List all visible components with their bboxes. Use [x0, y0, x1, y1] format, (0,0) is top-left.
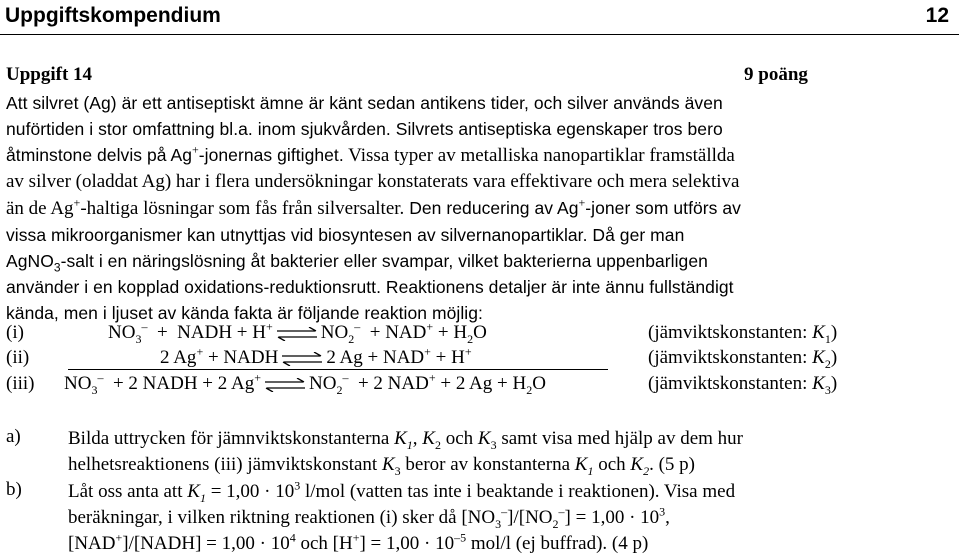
reaction-equation: $NO_3^-$ + NADH + H+ $NO_2^- + NAD^+ + H_2O$ [108, 319, 487, 346]
page-number: 12 [925, 4, 949, 27]
question-label: a) [6, 426, 21, 447]
body-line: AgNO$_3$-salt i en näringslösning åt bakterier eller svampar, vilket bakterierna uppenbarligen [6, 251, 708, 275]
body-line: åtminstone delvis på Ag+-jonernas giftighet. Vissa typer av metalliska nanopartiklar framställda [6, 142, 735, 166]
reaction-label: (ii) [6, 347, 30, 368]
equilibrium-arrow-icon [263, 378, 307, 392]
reaction-i [0, 319, 959, 348]
body-line: vissa mikroorganismer kan utnyttjas vid biosyntesen av silvernanopartiklar. Då ger man [6, 225, 685, 245]
body-line: kända, men i ljuset av kända fakta är följande reaktion möjlig: [6, 303, 483, 323]
reaction-label: (i) [6, 322, 24, 343]
question-text: Låt oss anta att $K_1 = 1,00 \cdot 10^3$ l/mol (vatten tas inte i beaktande i reaktionen). Visa med beräkningar, i vilken riktning reaktionen (i) sker då $[NO_3^-]/[NO_2^-] = 1,00 \cdot 10^3$, [NAD+]/[NADH] = $1,00 \cdot 10^4$ och $[H^+] = 1,00 \cdot 10^{-5}$ mol/l (ej buffrad). (4 p) [68, 478, 736, 554]
equilibrium-arrow-icon [280, 352, 324, 366]
equilibrium-constant-label: (jämviktskonstanten: $K_2$) [648, 347, 838, 371]
task-title: Uppgift 14 [6, 64, 93, 85]
equilibrium-constant-label: (jämviktskonstanten: $K_3$) [648, 373, 838, 397]
question-label: b) [6, 479, 22, 500]
task-points: 9 poäng [744, 64, 808, 85]
body-line: Att silvret (Ag) är ett antiseptiskt ämne är känt sedan antikens tider, och silver används även [6, 93, 723, 113]
reaction-equation: $NO_3^- + 2$ NADH + 2 Ag+ $NO_2^- + 2$ NAD+ + 2 $Ag + H_2O$ [64, 370, 546, 397]
task-body [6, 90, 952, 326]
equilibrium-constant-label: (jämviktskonstanten: $K_1$) [648, 322, 838, 346]
body-line: av silver (oladdat Ag) har i flera undersökningar konstaterats vara effektivare och mera selektiva [6, 171, 740, 192]
reaction-ii [0, 344, 959, 373]
reaction-label: (iii) [6, 373, 35, 394]
equilibrium-arrow-icon [275, 327, 319, 341]
body-line: använder i en kopplad oxidations-reduktionsrutt. Reaktionens detaljer är inte ännu fullständigt [6, 277, 734, 297]
reaction-iii [0, 370, 959, 399]
question-text: Bilda uttrycken för jämnviktskonstanterna $K_1$, $K_2$ och $K_3$ samt visa med hjälp av dem hur helhetsreaktionens (iii) jämviktskonstant $K_3$ beror av konstanterna $K_1$ och $K_2$. (5 p) [68, 428, 744, 478]
body-line: än de Ag+-haltiga lösningar som fås från silversalter. Den reducering av Ag+-joner som utförs av [6, 195, 741, 219]
page-header [0, 0, 959, 35]
compendium-title: Uppgiftskompendium [5, 4, 221, 27]
body-line: nuförtiden i stor omfattning bl.a. inom sjukvården. Silvrets antiseptiska egenskaper tros bero [6, 119, 723, 139]
reaction-equation: 2 Ag+ + NADH 2 Ag + NAD+ + H+ [68, 347, 608, 370]
